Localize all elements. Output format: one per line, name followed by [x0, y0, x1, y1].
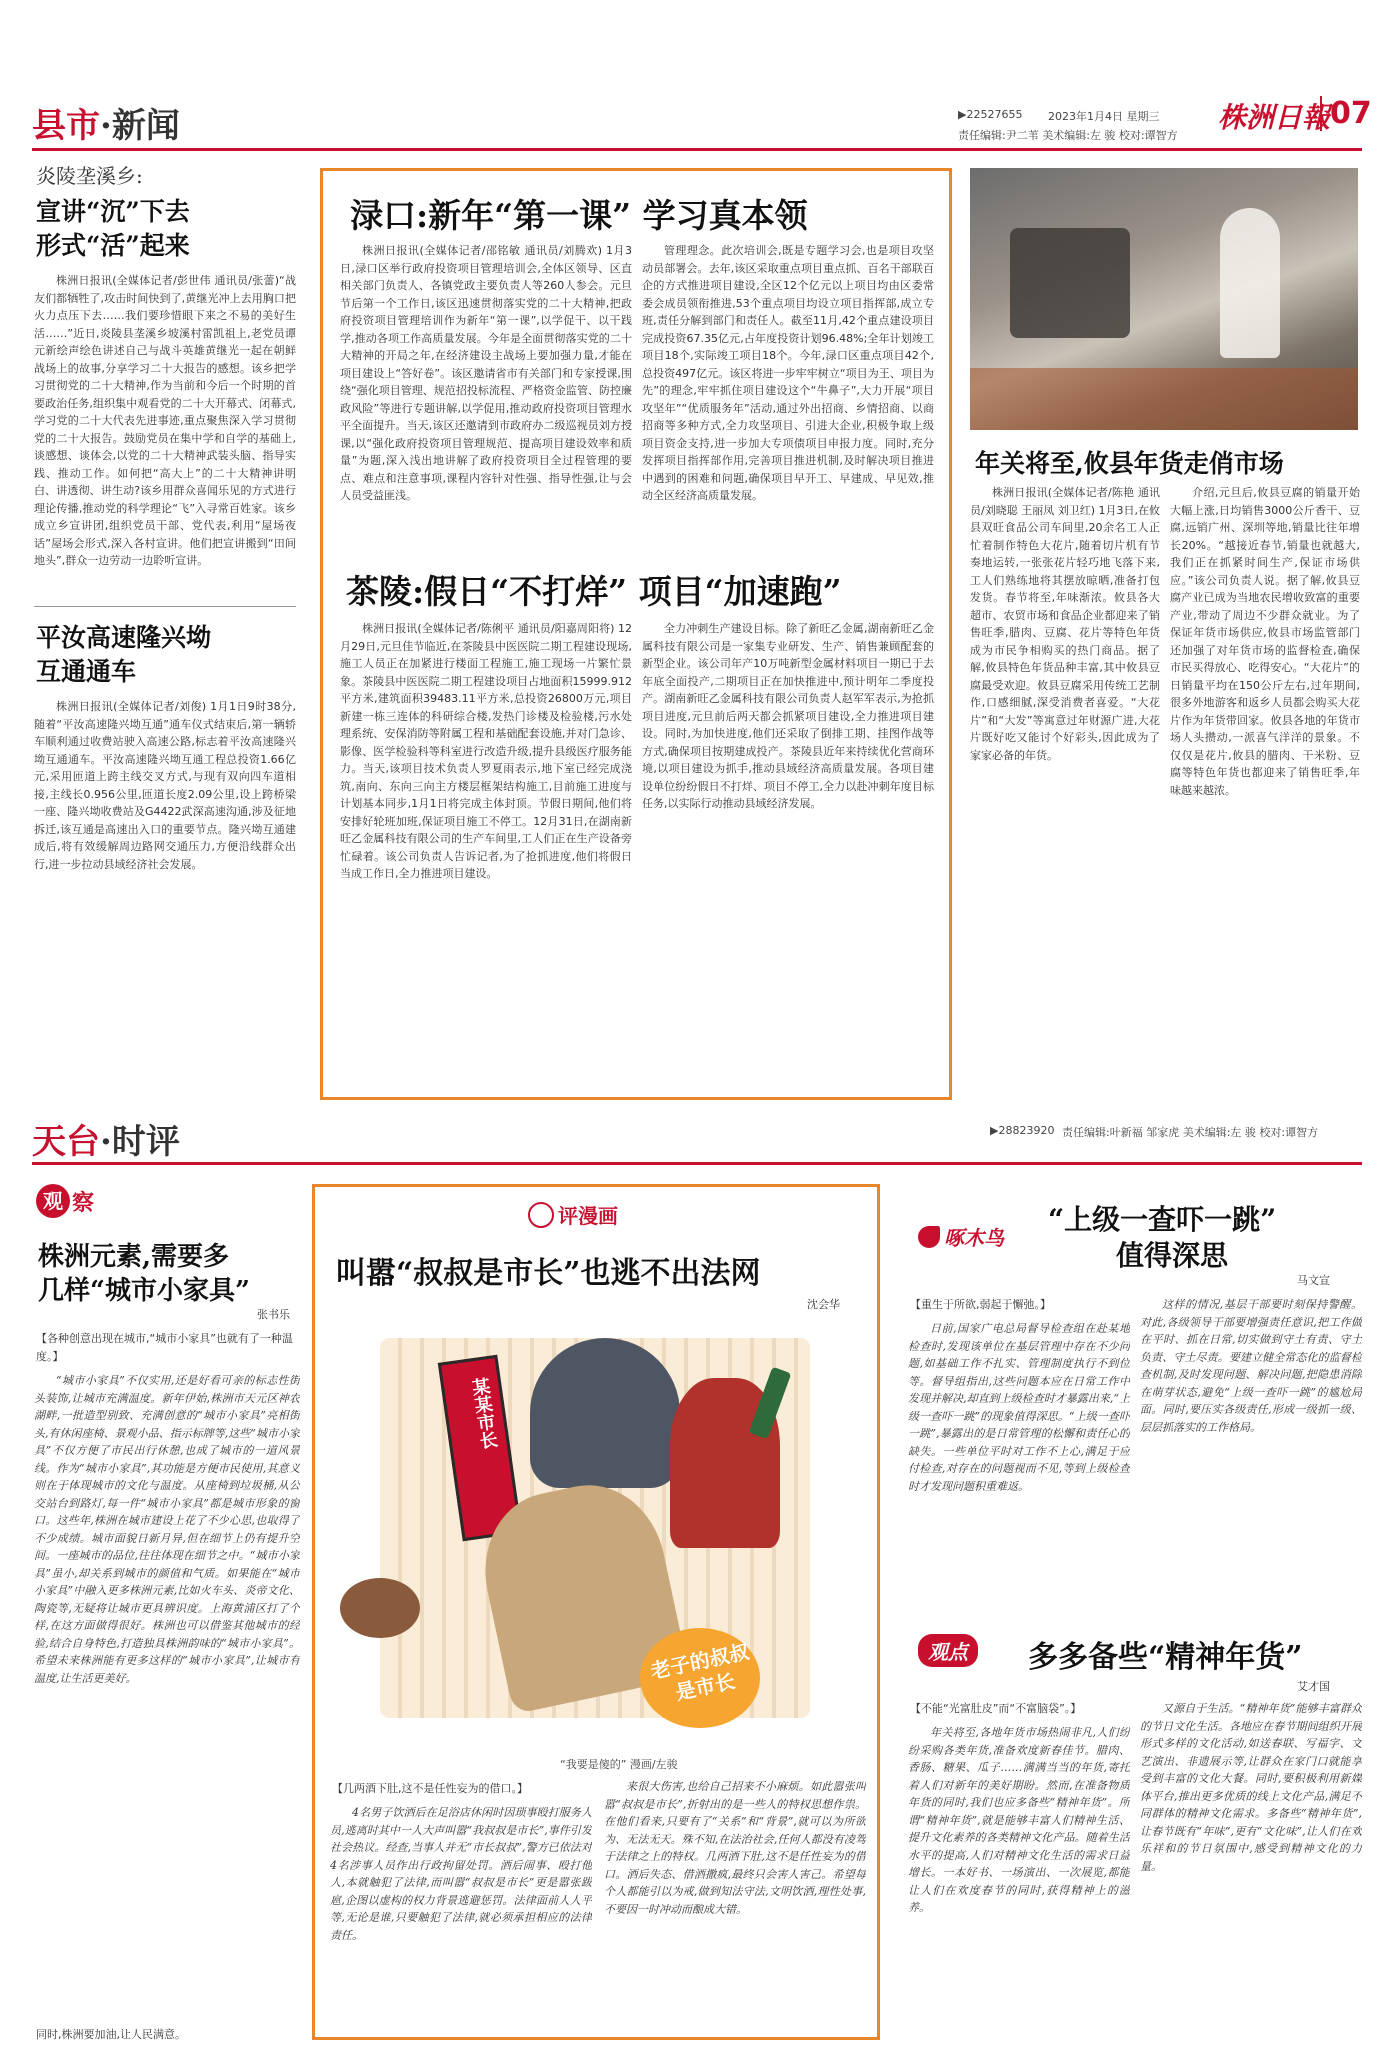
guandian-article-col1 — [908, 1724, 1130, 2036]
editor-credits: 责任编辑:尹二苇 美术编辑:左 骏 校对:谭智方 — [958, 129, 1178, 142]
photo-machine-shape — [1010, 228, 1130, 338]
photo-story-col2 — [1170, 484, 1360, 1096]
issue-date — [1048, 108, 1160, 124]
zhuomu-author: 马文宣 — [1297, 1274, 1330, 1287]
zhuomu-article-col1 — [908, 1320, 1130, 1608]
newspaper-logo: 株洲日報 — [1218, 101, 1331, 134]
opinion-section-name: 天台 — [32, 1122, 100, 1162]
left-top-kicker: 炎陵垄溪乡: — [36, 164, 143, 188]
zhuomu-badge — [918, 1222, 1004, 1251]
page-number: 07 — [1320, 96, 1372, 131]
zhuomu-title-2: 值得深思 — [1116, 1239, 1229, 1272]
guancha-title-1: 株洲元素,需要多 — [38, 1242, 230, 1272]
left-top-article — [34, 272, 296, 596]
luk-article-col2 — [642, 242, 934, 574]
section-title-opinion — [32, 1114, 180, 1163]
chaling-body-2: 全力冲刺生产建设目标。除了新旺乙金属,湖南新旺乙金属科技有限公司是一家集专业研发、生产、销售兼顾配套的新型企业。该公司年产10万吨新型金属材料项目一期已于去年底全面投产,二期项目正在加快推进中,预计明年二季度投产。湖南新旺乙金属科技有限公司负责人赵军军表示,为抢抓项目进度,元旦前后两天都会抓紧项目建设,全力推进项目建设。同时,为加快进度,他们还采取了倒排工期、挂图作战等方式,确保项目按期建成投产。茶陵县近年来持续优化营商环境,以项目建设为抓手,推动县域经济高质量发展。各项目建设单位纷纷假日不打烊、项目不停工,全力以赴冲刺年度目标任务,以实际行动推动县域经济发展。 — [642, 622, 934, 810]
photo-table-shape — [970, 368, 1358, 430]
photo-story-title: 年关将至,攸县年货走俏市场 — [975, 449, 1284, 478]
news-photo-food-factory — [970, 168, 1358, 430]
luk-body-1: 株洲日报讯(全媒体记者/邵铭敏 通讯员/刘腾欢) 1月3日,渌口区举行政府投资项目管理培训会,全体区领导、区直相关部门负责人、各镇党政主要负责人等260人参会。元旦节后第一个工作日,该区迅速贯彻落实党的二十大精神,把政府投资项目管理培训作为新年“第一课”,以学促干、以干践学,推动各项工作高质量发展。今年是全面贯彻落实党的二十大精神的开局之年,在经济建设主战场上要加强力量,才能在项目建设上“答好卷”。该区邀请省市有关部门和专家授课,围绕“强化项目管理、规范招投标流程、严格资金监管、防控廉政风险”等进行专题讲解,以学促用,推动政府投资项目管理水平全面提升。当天,该区还邀请到市政府办二级巡视员刘方授课,以“强化政府投资项目管理规范、提高项目建设效率和质量”为题,深入浅出地讲解了政府投资项目全过程管理的要点、难点和注意事项,课程内容针对性强、指导性强,让与会人员受益匪浅。 — [340, 244, 632, 502]
guancha-badge-rest: 察 — [72, 1190, 95, 1216]
hotline: ▶22527655 — [958, 108, 1023, 121]
zhuomu-body-1: 日前,国家广电总局督导检查组在赴某地检查时,发现该单位在基层管理中存在不少问题,如基础工作不扎实、管理制度执行不到位等。督导组指出,这些问题本应在日常工作中发现并解决,却直到上级检查时才暴露出来,“上级一查吓一跳”的现象值得深思。“上级一查吓一跳”,暴露出的是日常管理的松懈和责任心的缺失。一些单位平时对工作不上心,满足于应付检查,对存在的问题视而不见,等到上级检查时才发现问题积重难返。 — [908, 1322, 1130, 1493]
guancha-body: “城市小家具”不仅实用,还是好看可亲的标志性街头装饰,让城市充满温度。新年伊始,株洲市天元区神农湖畔,一批造型别致、充满创意的“城市小家具”亮相街头,有休闲座椅、景观小品、指示标牌等,这些“城市小家具”不仅方便了市民出行休憩,也成了城市的一道风景线。作为“城市小家具”,其功能是方便市民使用,其意义则在于体现城市的文化与温度。从座椅到垃圾桶,从公交站台到路灯,每一件“城市小家具”都是城市形象的窗口。这些年,株洲在城市建设上花了不少心思,也取得了不少成绩。城市面貌日新月异,但在细节上仍有提升空间。一座城市的品位,往往体现在细节之中。“城市小家具”虽小,却关系到城市的颜值和气质。如果能在“城市小家具”中融入更多株洲元素,比如火车头、炎帝文化、陶瓷等,无疑将让城市更具辨识度。上海黄浦区打了个样,在这方面做得很好。株洲也可以借鉴其他城市的经验,结合自身特色,打造独具株洲韵味的“城市小家具”。希望未来株洲能有更多这样的“城市小家具”,让城市有温度,让生活更美好。 — [34, 1374, 300, 1685]
guandian-author: 艾才国 — [1297, 1680, 1330, 1693]
luk-body-2: 管理理念。此次培训会,既是专题学习会,也是项目攻坚动员部署会。去年,该区采取重点项目重点抓、百名干部联百企的方式推进项目建设,全区12个亿元以上项目均由区委常委会成员领衔推进,53个重点项目均设立项目指挥部,成立专班,责任分解到部门和责任人。截至11月,42个重点建设项目完成投资67.35亿元,占年度投资计划96.48%;全年计划竣工项目18个,实际竣工项目18个。今年,渌口区重点项目42个,总投资497亿元。该区将进一步牢牢树立“项目为王、项目为先”的理念,牢牢抓住项目建设这个“牛鼻子”,大力开展“项目攻坚年”“优质服务年”活动,通过外出招商、乡情招商、以商招商等多种方式,全力攻坚项目、引进大企业,积极争取上级项目资金支持,进一步加大专项债项目申报力度。同时,充分发挥项目指挥部作用,完善项目推进机制,及时解决项目推进中遇到的困难和问题,确保项目早开工、早建成、早见效,推动全区经济高质量发展。 — [642, 244, 934, 502]
pingman-badge — [528, 1200, 618, 1229]
cartoon-speech-text: 老子的叔叔是市长 — [648, 1639, 752, 1705]
guancha-closing: 同时,株洲要加油,让人民满意。 — [36, 2028, 186, 2041]
photo-story-body-2: 介绍,元旦后,攸县豆腐的销量开始大幅上涨,日均销售3000公斤香干、豆腐,远销广州、深圳等地,销量比往年增长20%。“越接近春节,销量也就越大,我们正在抓紧时间生产,保证市场供应。”该公司负责人说。据了解,攸县豆腐产业已成为当地农民增收致富的重要产业,带动了周边不少群众就业。为了保证年货市场供应,攸县市场监管部门还加强了对年货市场的监督检查,确保市民买得放心、吃得安心。“大花片”的日销量平均在150公斤左右,过年期间,很多外地游客和返乡人员都会购买大花片作为年货带回家。攸县各地的年货市场人头攒动,一派喜气洋洋的景象。不仅仅是花片,攸县的腊肉、干米粉、豆腐等特色年货也都迎来了销售旺季,年味越来越浓。 — [1170, 486, 1360, 797]
chaling-article-col1 — [340, 620, 632, 1090]
left-top-title-1: 宣讲“沉”下去 — [36, 197, 190, 226]
woodpecker-icon — [918, 1226, 940, 1248]
guandian-body-2: 又源自于生活。“精神年货”能够丰富群众的节日文化生活。各地应在春节期间组织开展形式多样的文化活动,如送春联、写福字、文艺演出、非遗展示等,让群众在家门口就能享受到丰富的文化大餐。同时,要积极利用新媒体平台,推出更多优质的线上文化产品,满足不同群体的精神文化需求。多备些“精神年货”,让春节既有“年味”,更有“文化味”,让人们在欢乐祥和的节日氛围中,感受到精神文化的力量。 — [1140, 1702, 1362, 1873]
section-name: 县市 — [32, 106, 100, 146]
zhuomu-body-2: 这样的情况,基层干部要时刻保持警醒。对此,各级领导干部要增强责任意识,把工作做在平时、抓在日常,切实做到守土有责、守土负责、守土尽责。要建立健全常态化的监督检查机制,及时发现问题、解决问题,把隐患消除在萌芽状态,避免“上级一查吓一跳”的尴尬局面。同时,要压实各级责任,形成一级抓一级、层层抓落实的工作格局。 — [1140, 1298, 1362, 1434]
opinion-editor-credits: 责任编辑:叶新福 邹家虎 美术编辑:左 骏 校对:谭智方 — [1062, 1126, 1319, 1139]
cartoon-official-figure — [530, 1338, 680, 1488]
divider-left-1 — [34, 606, 296, 607]
opinion-hotline: ▶28823920 — [990, 1124, 1055, 1137]
left-top-body: 株洲日报讯(全媒体记者/彭世伟 通讯员/张蕾)“战友们都牺牲了,攻击时间快到了,黄继光冲上去用胸口把火力点压下去……我们要珍惜眼下来之不易的美好生活……”近日,炎陵县垄溪乡坡溪村雷凯祖上,老党员谭元新绘声绘色讲述自己与战斗英雄黄继光一起在朝鲜战场上的故事,分享学习二十大报告的感想。该乡把学习贯彻党的二十大精神,作为当前和今后一个时期的首要政治任务,组织集中观看党的二十大开幕式、闭幕式,学习党的二十大代表先进事迹,重点聚焦深入学习贯彻党的二十大报告。鼓励党员在集中学和自学的基础上,谈感想、谈体会,以党的二十大精神武装头脑、指导实践、推动工作。如何把“高大上”的二十大精神讲明白、讲透彻、讲生动?该乡用群众喜闻乐见的方式进行理论传播,推动党的科学理论“飞”入寻常百姓家。该乡成立乡宣讲团,组织党员干部、党代表,利用“屋场夜话”屋场会形式,深入各村宣讲。他们把宣讲搬到“田间地头”,群众一边劳动一边聆听宣讲。 — [34, 274, 296, 567]
section-subname: ·新闻 — [100, 106, 180, 146]
date-text: 2023年1月4日 — [1048, 110, 1123, 123]
left-mid-title-2: 互通通车 — [36, 657, 137, 686]
opinion-section-subname: ·时评 — [100, 1122, 180, 1162]
guandian-body-1: 年关将至,各地年货市场热闹非凡,人们纷纷采购各类年货,准备欢度新春佳节。腊肉、香肠、糖果、瓜子……满满当当的年货,寄托着人们对新年的美好期盼。然而,在准备物质年货的同时,我们也应多备些“精神年货”。所谓“精神年货”,就是能够丰富人们精神生活、提升文化素养的各类精神文化产品。随着生活水平的提高,人们对精神文化生活的需求日益增长。一本好书、一场演出、一次展览,都能让人们在欢度春节的同时,获得精神上的滋养。 — [908, 1726, 1130, 1914]
left-mid-title-1: 平汝高速隆兴坳 — [36, 623, 212, 652]
zhuomu-title-1: “上级一查吓一跳” — [1048, 1203, 1277, 1236]
pingman-article-col1 — [330, 1804, 592, 2030]
guancha-article — [34, 1372, 300, 2022]
weekday-text: 星期三 — [1126, 110, 1160, 123]
pingman-article-col2 — [604, 1778, 866, 2030]
photo-story-col1 — [970, 484, 1160, 1096]
pingman-body-2: 来很大伤害,也给自己招来不小麻烦。如此嚣张叫嚣“叔叔是市长”,折射出的是一些人的特权思想作祟。在他们看来,只要有了“关系”和“背景”,就可以为所欲为、无法无天。殊不知,在法治社会,任何人都没有凌驾于法律之上的特权。几两酒下肚,这不是任性妄为的借口。酒后失态、借酒撒疯,最终只会害人害己。希望每个人都能引以为戒,做到知法守法,文明饮酒,理性处事,不要因一时冲动而酿成大错。 — [604, 1780, 866, 1916]
pingman-body-1: 4名男子饮酒后在足浴店休闲时因琐事殴打服务人员,逃离时其中一人大声叫嚣“我叔叔是市长”,事件引发社会热议。经查,当事人并无“市长叔叔”,警方已依法对4名涉事人员作出行政拘留处罚。酒后闹事、殴打他人,本就触犯了法律,而叫嚣“叔叔是市长”更是嚣张跋扈,企图以虚构的权力背景逃避惩罚。法律面前人人平等,无论是谁,只要触犯了法律,就必须承担相应的法律责任。 — [330, 1806, 592, 1942]
guandian-article-col2 — [1140, 1700, 1362, 2036]
pingman-lead: 【几两酒下肚,这不是任性妄为的借口。】 — [332, 1782, 528, 1795]
left-mid-body: 株洲日报讯(全媒体记者/刘俊) 1月1日9时38分,随着“平汝高速隆兴坳互通”通车仪式结束后,第一辆轿车顺利通过收费站驶入高速公路,标志着平汝高速隆兴坳互通通车。平汝高速隆兴坳互通工程总投资1.66亿元,采用匝道上跨主线交叉方式,与现有双向四车道相接,主线长0.956公里,匝道长度2.09公里,设上跨桥梁一座、隆兴坳收费站及G4422武深高速沟通,涉及征地拆迁,该互通是高速出入口的重要节点。隆兴坳互通建成后,将有效缓解周边路网交通压力,方便沿线群众出行,进一步拉动县域经济社会发展。 — [34, 700, 296, 871]
guandian-lead: 【不能“光富肚皮”而“不富脑袋”。】 — [910, 1702, 1082, 1715]
left-mid-article — [34, 698, 296, 1098]
cartoon-illustration — [340, 1318, 850, 1748]
zhuomu-article-col2 — [1140, 1296, 1362, 1608]
guancha-title-2: 几样“城市小家具” — [38, 1276, 250, 1306]
chaling-article-col2 — [642, 620, 934, 1090]
guancha-lead: 【各种创意出现在城市,“城市小家具”也就有了一种温度。】 — [36, 1332, 293, 1363]
guancha-badge-circle: 观 — [36, 1184, 70, 1218]
guancha-author: 张书乐 — [257, 1308, 290, 1321]
left-top-title-2: 形式“活”起来 — [36, 231, 190, 260]
section-title-county-news — [32, 98, 180, 147]
pingman-badge-text: 评漫画 — [558, 1204, 618, 1228]
chaling-title: 茶陵:假日“不打烊” 项目“加速跑” — [346, 572, 842, 611]
pingman-badge-icon — [528, 1202, 554, 1228]
luk-title: 渌口:新年“第一课” 学习真本领 — [350, 196, 808, 235]
cartoon-banner-text: 某某市长 — [468, 1376, 499, 1451]
zhuomu-lead: 【重生于所欲,弱起于懈弛。】 — [910, 1298, 1051, 1311]
guancha-badge — [36, 1184, 94, 1218]
guandian-title: 多多备些“精神年货” — [1028, 1640, 1303, 1675]
pingman-author: 沈会华 — [807, 1298, 840, 1311]
pingman-title: 叫嚣“叔叔是市长”也逃不出法网 — [336, 1256, 761, 1291]
chaling-body-1: 株洲日报讯(全媒体记者/陈俐平 通讯员/阳嘉周阳将) 12月29日,元旦佳节临近,在茶陵县中医医院二期工程建设现场,施工人员正在加紧进行楼面工程施工,施工现场一片繁忙景象。茶陵县中医医院二期工程建设项目占地面积15999.912平方米,建筑面积39483.11平方米,总投资26800万元,项目新建一栋三连体的科研综合楼,发热门诊楼及检验楼,污水处理系统、安保消防等附属工程和基础配套设施,并对门急诊、影像、医学检验科等科室进行改造升级,提升县级医疗服务能力。当天,该项目技术负责人罗夏雨表示,地下室已经完成浇筑,南向、东向三向主方楼层框架结构施工,目前施工进度与计划基本同步,1月1日将完成主体封顶。节假日期间,他们将安排好轮班加班,保证项目施工不停工。12月31日,在湖南新旺乙金属科技有限公司的生产车间里,工人们正在生产设备旁忙碌着。该公司负责人告诉记者,为了抢抓进度,他们将假日当成工作日,全力推进项目建设。 — [340, 622, 632, 880]
guandian-badge: 观点 — [918, 1634, 978, 1667]
zhuomu-badge-text: 啄木鸟 — [944, 1226, 1004, 1250]
cartoon-plate-left — [340, 1578, 420, 1638]
cartoon-caption: “我要是傻的” 漫画/左骏 — [560, 1758, 678, 1771]
photo-worker-silhouette — [1220, 208, 1280, 358]
header-rule — [32, 148, 1362, 151]
photo-story-body-1: 株洲日报讯(全媒体记者/陈艳 通讯员/刘晓聪 王丽凤 刘卫红) 1月3日,在攸县双旺食品公司车间里,20余名工人正忙着制作特色大花片,随着切片机有节奏地运转,一张张花片轻巧地飞落下来,工人们熟练地将其摆放晾晒,准备打包发货。春节将至,年味渐浓。攸县各大超市、农贸市场和食品企业都迎来了销售旺季,腊肉、豆腐、花片等特色年货成为市民争相购买的热门商品。据了解,攸县特色年货品种丰富,其中攸县豆腐最受欢迎。攸县豆腐采用传统工艺制作,口感细腻,深受消费者喜爱。“大花片”和“大发”等寓意过年财源广进,大花片既好吃又能讨个好彩头,因此成为了家家必备的年货。 — [970, 486, 1160, 762]
opinion-header-rule — [32, 1162, 1362, 1165]
luk-article-col1 — [340, 242, 632, 574]
